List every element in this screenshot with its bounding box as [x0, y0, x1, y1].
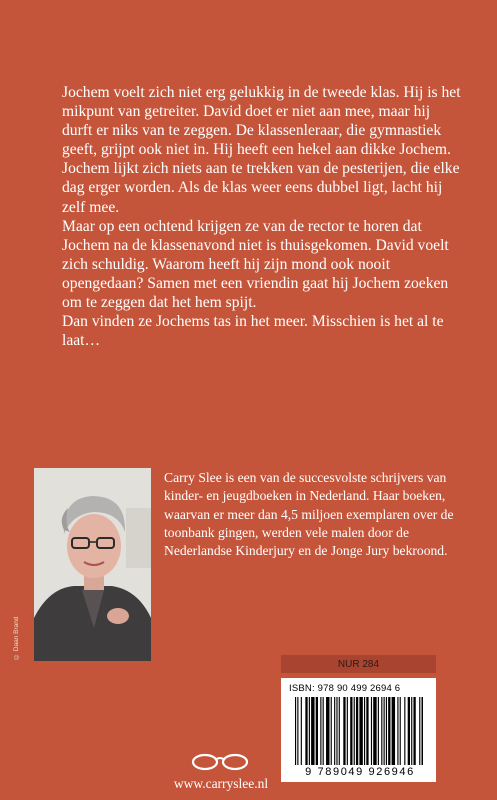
barcode-bar	[397, 697, 398, 765]
barcode-digits: 9 789049 926946	[305, 766, 415, 778]
barcode-bar	[392, 697, 395, 765]
barcode-bar	[336, 697, 337, 765]
barcode-bar	[320, 697, 321, 765]
barcode-bar	[326, 697, 329, 765]
barcode-bar	[311, 697, 314, 765]
blurb-paragraph-3: Dan vinden ze Jochems tas in het meer. Misschien is het al te laat…	[62, 313, 444, 350]
author-bio	[164, 469, 464, 560]
barcode-bar	[413, 697, 415, 765]
barcode-bar	[339, 697, 340, 765]
barcode-bar	[295, 697, 296, 765]
barcode-box	[281, 678, 436, 782]
photo-credit: © Daan Brand	[13, 616, 20, 660]
barcode-bar	[305, 697, 307, 765]
barcode-bar	[301, 697, 302, 765]
barcode-bar	[419, 697, 420, 765]
blurb-paragraph-1: Jochem voelt zich niet erg gelukkig in de tweede klas. Hij is het mikpunt van getreiter. David doet er niet aan mee, maar hij durft er niks van te zeggen. De klassenleraar, die gymnastiek geeft, grijpt ook niet in. Hij heeft een hekel aan dikke Jochem. Jochem lijkt zich niets aan te trekken van de pesterijen, die elke dag erger worden. Als de klas weer eens dubbel ligt, lacht hij zelf mee.	[62, 84, 461, 216]
glasses-logo-icon	[189, 752, 251, 772]
barcode-bar	[343, 697, 345, 765]
blurb-paragraph-2: Maar op een ochtend krijgen ze van de rector te horen dat Jochem na de klassenavond niet is thuisgekomen. David voelt zich schuldig. Waarom heeft hij zijn mond ook nooit opengedaan? Samen met een vriendin gaat hij Jochem zoeken om te zeggen dat het hem spijt.	[62, 217, 449, 312]
barcode-bar	[388, 697, 390, 765]
barcode-bar	[378, 697, 379, 765]
barcode-bar	[331, 697, 332, 765]
barcode-bar	[356, 697, 358, 765]
barcode-bar	[359, 697, 362, 765]
author-bio-text: Carry Slee is een van de succesvolste schrijvers van kinder- en jeugdboeken in Nederland. Haar boeken, waarvan er meer dan 4,5 miljoen exemplaren over de toonbank gingen, werden vele malen door de Nederlandse Kinderjury en de Jonge Jury bekroond.	[164, 470, 454, 559]
nur-code: NUR 284	[281, 655, 436, 673]
barcode-bar	[411, 697, 412, 765]
barcode-bar	[354, 697, 355, 765]
barcode-bar	[386, 697, 387, 765]
barcode-bar	[316, 697, 318, 765]
website-link[interactable]: www.carryslee.nl	[173, 776, 269, 791]
barcode-bar	[371, 697, 372, 765]
barcode-bar	[381, 697, 382, 765]
author-photo	[34, 468, 151, 661]
barcode-bar	[350, 697, 352, 765]
isbn-label: ISBN: 978 90 499 2694 6	[289, 683, 401, 694]
barcode-bar	[400, 697, 401, 765]
barcode-bar	[366, 697, 368, 765]
blurb-text	[62, 83, 462, 350]
barcode-bar	[347, 697, 348, 765]
barcode-bar	[334, 697, 335, 765]
barcode-bar	[323, 697, 324, 765]
barcode-bar	[384, 697, 385, 765]
barcode-bar	[422, 697, 424, 765]
barcode-bar	[364, 697, 365, 765]
barcode-bar	[408, 697, 410, 765]
barcode	[295, 697, 423, 765]
barcode-bar	[297, 697, 298, 765]
barcode-bar	[404, 697, 405, 765]
barcode-bar	[373, 697, 376, 765]
barcode-bar	[309, 697, 310, 765]
